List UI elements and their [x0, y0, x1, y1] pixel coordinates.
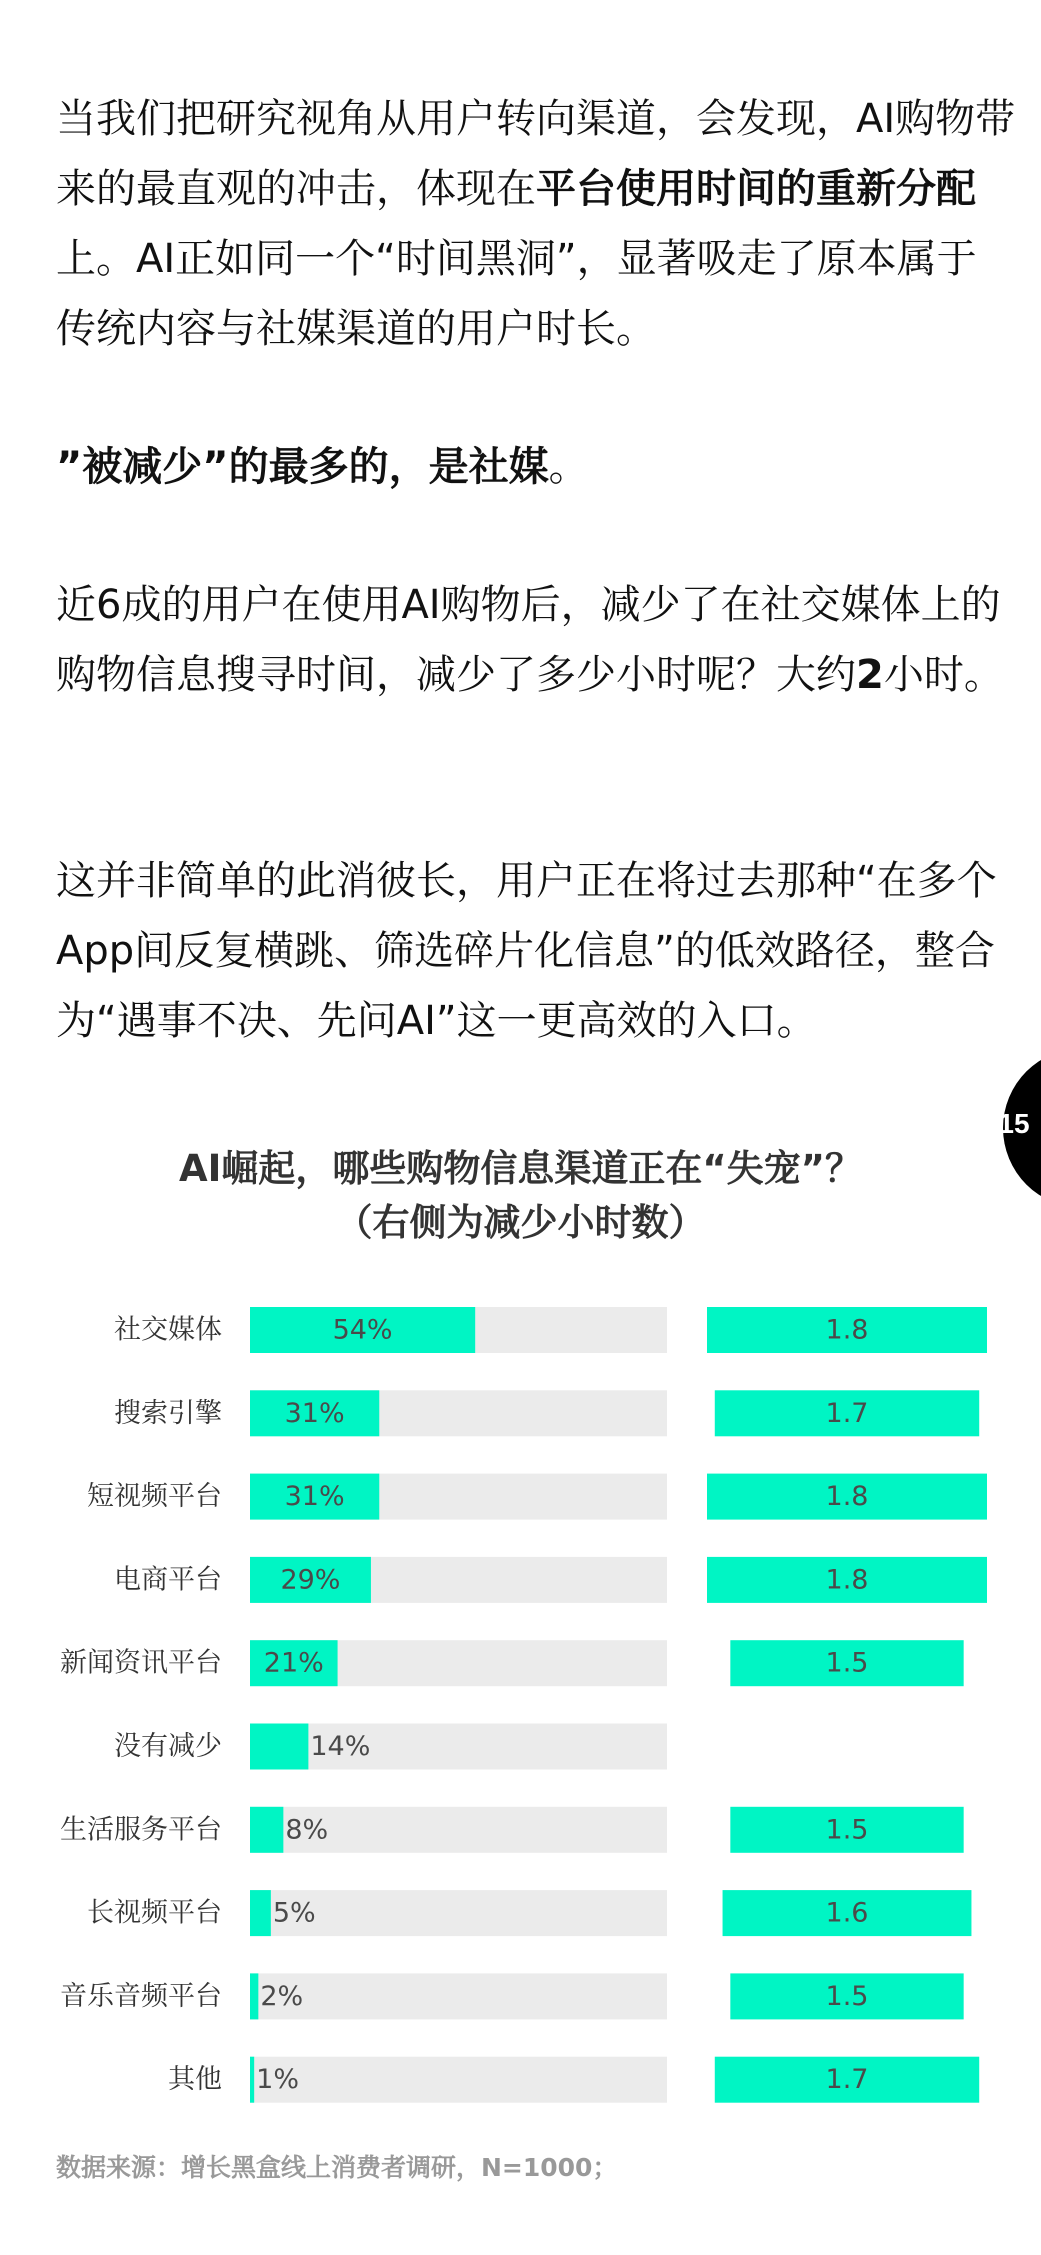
category-label: 其他	[168, 2064, 222, 2096]
category-label: 没有减少	[114, 1731, 222, 1762]
hours-paragraph	[56, 570, 1016, 710]
category-label: 短视频平台	[87, 1481, 222, 1513]
intro-paragraph	[56, 84, 1016, 364]
hours-label: 1.8	[825, 1481, 869, 1513]
intro-text-a: 当我们把研究视角从用户转向渠道，会发现，AI购物带来的最直观的冲击，体现在	[56, 96, 1016, 212]
social-media-headline	[56, 432, 1016, 502]
hours-number: 2	[856, 652, 884, 698]
percent-bar	[250, 2057, 254, 2103]
hours-label: 1.8	[825, 1314, 869, 1346]
hours-label: 1.5	[825, 1647, 869, 1679]
conclusion-paragraph: 这并非简单的此消彼长，用户正在将过去那种“在多个App间反复横跳、筛选碎片化信息”的低效路径，整合为“遇事不决、先问AI”这一更高效的入口。	[56, 858, 997, 1044]
percent-bar	[250, 1724, 308, 1770]
hours-text-b: 小时。	[883, 652, 1004, 698]
intro-text-bold: 平台使用时间的重新分配	[536, 166, 976, 212]
percent-label: 31%	[284, 1397, 345, 1429]
percent-label: 14%	[310, 1731, 371, 1762]
bar-track	[250, 2057, 667, 2103]
category-label: 长视频平台	[87, 1897, 222, 1929]
percent-label: 54%	[332, 1314, 393, 1346]
bar-track	[250, 1973, 667, 2019]
percent-bar	[250, 1973, 258, 2019]
hours-label: 1.5	[825, 1814, 869, 1846]
percent-label: 2%	[260, 1980, 304, 2012]
category-label: 社交媒体	[114, 1314, 222, 1346]
percent-label: 8%	[285, 1814, 329, 1846]
category-label: 音乐音频平台	[60, 1980, 222, 2012]
chart-title: AI崛起，哪些购物信息渠道正在“失宠”？	[178, 1147, 863, 1190]
percent-bar	[250, 1890, 271, 1936]
headline-tail: 。	[548, 444, 589, 490]
hours-label: 1.5	[825, 1980, 869, 2012]
chart-subtitle: （右侧为减少小时数）	[335, 1201, 706, 1244]
intro-text-b: 上。AI正如同一个“时间黑洞”，显著吸走了原本属于传统内容与社媒渠道的用户时长。	[56, 236, 977, 352]
percent-label: 31%	[284, 1481, 345, 1513]
category-label: 新闻资讯平台	[60, 1647, 222, 1679]
category-label: 电商平台	[114, 1564, 222, 1596]
percent-label: 21%	[263, 1647, 324, 1679]
hours-label: 1.6	[825, 1897, 869, 1929]
hours-label: 1.7	[825, 2064, 869, 2096]
category-label: 生活服务平台	[60, 1814, 222, 1846]
hours-text-a: 近6成的用户在使用AI购物后，减少了在社交媒体上的购物信息搜寻时间，减少了多少小时呢？大约	[56, 582, 1001, 698]
hours-label: 1.7	[825, 1397, 869, 1429]
bar-chart	[0, 1290, 1041, 2110]
page-number: 15	[998, 1108, 1030, 1139]
headline-bold: ”被减少”的最多的，是社媒	[56, 444, 549, 490]
percent-label: 1%	[256, 2064, 300, 2096]
category-label: 搜索引擎	[114, 1397, 222, 1429]
percent-label: 5%	[272, 1897, 316, 1929]
percent-label: 29%	[280, 1564, 341, 1596]
data-source-footer: 数据来源：增长黑盒线上消费者调研，N=1000；	[56, 2153, 618, 2182]
hours-label: 1.8	[825, 1564, 869, 1596]
percent-bar	[250, 1807, 283, 1853]
